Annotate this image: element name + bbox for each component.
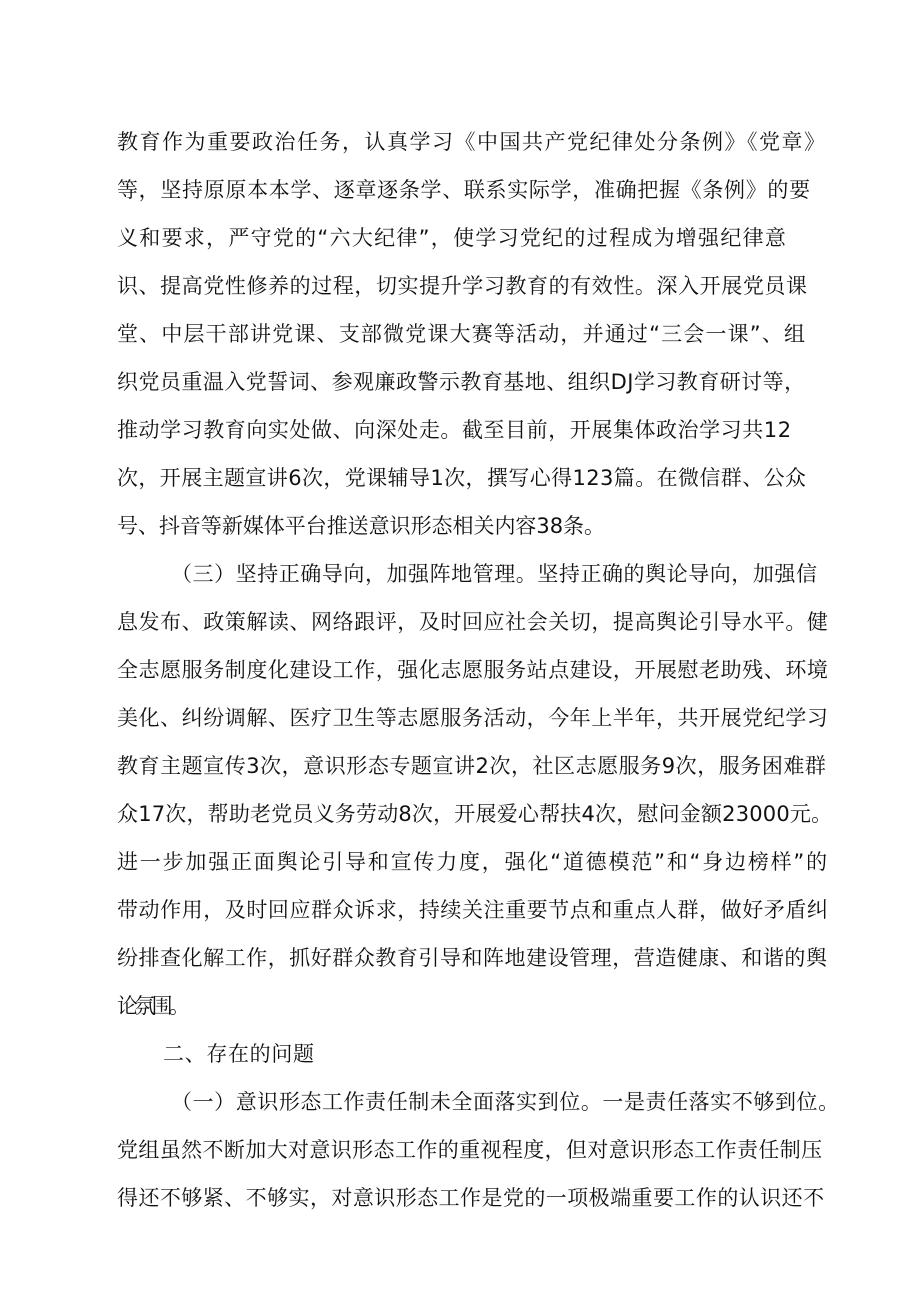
section-heading: 二、存在的问题 xyxy=(163,1042,315,1066)
paragraph-line: 号、抖音等新媒体平台推送意识形态相关内容38条。 xyxy=(117,514,605,538)
paragraph-line: 全志愿服务制度化建设工作，强化志愿服务站点建设，开展慰老助残、环境 xyxy=(117,658,829,682)
paragraph-line: 识、提高党性修养的过程，切实提升学习教育的有效性。深入开展党员课 xyxy=(117,274,808,298)
paragraph-line: 纷排查化解工作，抓好群众教育引导和阵地建设管理，营造健康、和谐的舆 xyxy=(117,946,828,970)
paragraph-line: （三）坚持正确导向，加强阵地管理。坚持正确的舆论导向，加强信 xyxy=(171,562,818,586)
paragraph-line: 次，开展主题宣讲6次，党课辅导1次，撰写心得123篇。在微信群、公众 xyxy=(117,466,807,490)
paragraph-line: 美化、纠纷调解、医疗卫生等志愿服务活动，今年上半年，共开展党纪学习 xyxy=(117,706,829,730)
paragraph-line: 众17次，帮助老党员义务劳动8次，开展爱心帮扶4次，慰问金额23000元。 xyxy=(117,802,833,826)
paragraph-line: 党组虽然不断加大对意识形态工作的重视程度，但对意识形态工作责任制压 xyxy=(117,1138,823,1162)
paragraph-line: 推动学习教育向实处做、向深处走。截至目前，开展集体政治学习共12 xyxy=(117,418,792,442)
paragraph-line: 教育作为重要政治任务，认真学习《中国共产党纪律处分条例》《党章》 xyxy=(117,130,827,154)
paragraph-line: 得还不够紧、不够实，对意识形态工作是党的一项极端重要工作的认识还不 xyxy=(117,1186,825,1210)
paragraph-line: 息发布、政策解读、网络跟评，及时回应社会关切，提高舆论引导水平。健 xyxy=(117,610,829,634)
paragraph-line: 等，坚持原原本本学、逐章逐条学、联系实际学，准确把握《条例》的要 xyxy=(117,178,811,202)
paragraph-line: 论氛围。 xyxy=(117,994,187,1018)
paragraph-line: （一）意识形态工作责任制未全面落实到位。一是责任落实不够到位。 xyxy=(171,1090,840,1114)
paragraph-line: 教育主题宣传3次，意识形态专题宣讲2次，社区志愿服务9次，服务困难群 xyxy=(117,754,827,778)
paragraph-line: 义和要求，严守党的“六大纪律”，使学习党纪的过程成为增强纪律意 xyxy=(117,226,788,250)
paragraph-line: 织党员重温入党誓词、参观廉政警示教育基地、组织DJ学习教育研讨等， xyxy=(117,370,806,394)
paragraph-line: 进一步加强正面舆论引导和宣传力度，强化“道德模范”和“身边榜样”的 xyxy=(117,850,829,874)
paragraph-line: 带动作用，及时回应群众诉求，持续关注重要节点和重点人群，做好矛盾纠 xyxy=(117,898,829,922)
paragraph-line: 堂、中层干部讲党课、支部微党课大赛等活动，并通过“三会一课”、组 xyxy=(117,322,807,346)
